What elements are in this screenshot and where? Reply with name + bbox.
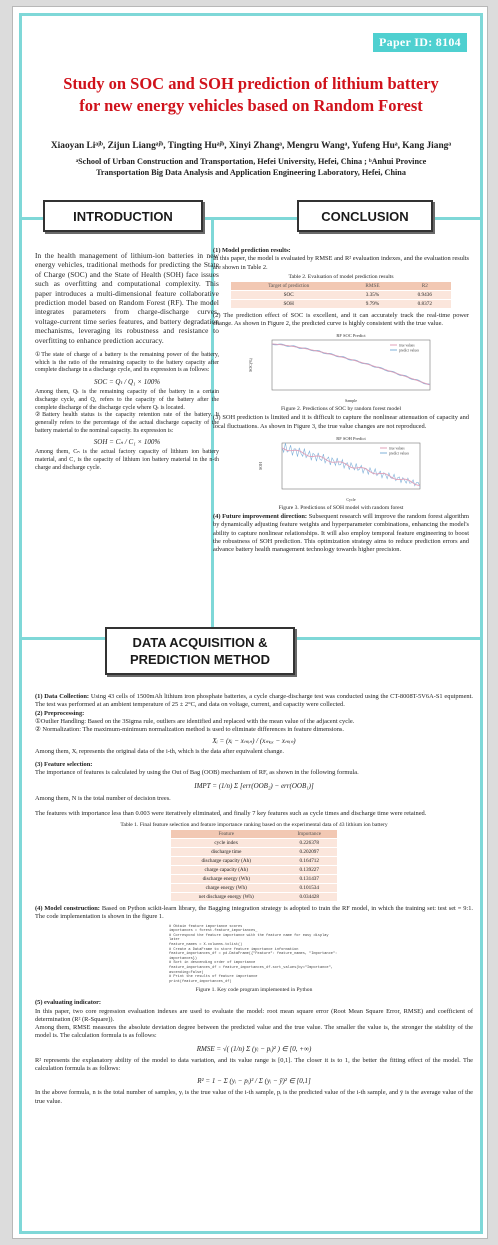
table1-row — [171, 892, 337, 901]
table1-cell: discharge time — [171, 847, 282, 856]
conclusion-heading-label: CONCLUSION — [321, 208, 409, 224]
data-heading-line-2: PREDICTION METHOD — [129, 652, 271, 667]
code-line: # Correspond the feature importance with the feature name for easy display later — [169, 933, 329, 943]
fig2-caption: Figure 2. Predictions of SOC by random forest model — [280, 406, 402, 413]
plot-area — [272, 340, 430, 390]
data-acquisition-section — [35, 693, 473, 1106]
table1-cell: charge capacity (Ah) — [171, 865, 282, 874]
conclusion-item-3: (3) SOH prediction is limited and it is difficult to capture the nonlinear attenuation of capacity and local fluctuations. As shown in Figure 3, the true value changes are not reproduced. — [213, 414, 469, 430]
author-list: Xiaoyan Liᵃʲᵇ, Zijun Liangᵃʲᵇ, Tingting Huᵃʲᵇ, Xinyi Zhangᵃ, Mengru Wangᵃ, Yufeng Huᵃ, Kang Jiangᵃ — [50, 141, 452, 151]
paper-title — [33, 73, 469, 117]
soh-explanation: Among them, Cₙ is the actual factory capacity of lithium ion battery material, and C₁ is the capacity of lithium ion battery material in the n-th charge and discharge cycle. — [35, 449, 219, 471]
y-axis-label: SOC(%) — [248, 358, 253, 373]
legend-predict-label: predict values — [389, 451, 410, 456]
table2-row — [231, 290, 451, 299]
intro-paragraph: In the health management of lithium-ion batteries in new energy vehicles, traditional methods for predicting the State of Charge (SOC) and the State of Health (SOH) face issues such as overfitting and computational complexity. This paper introduces a multi-dimensional feature collaborative prediction model based on Random Forest (RF). The model integrates parameters from charge-discharge curves, voltage-current time series features, and battery degradation mechanisms, leveraging its robustness and resistance to overfitting to enhance prediction accuracy. — [35, 251, 219, 345]
table1-row — [171, 874, 337, 883]
conclusion-item-1-heading: (1) Model prediction results: — [213, 247, 291, 254]
table1-cell: 0.202097 — [282, 847, 338, 856]
fig3-caption: Figure 3. Predictions of SOH model with random forest — [278, 505, 404, 512]
affiliations — [31, 156, 471, 178]
normalization-formula: Xᵢ = (xᵢ − xₘᵢₙ) / (xₘₐₓ − xₘᵢₙ) — [212, 737, 296, 746]
table2-cell: 3.35% — [346, 290, 398, 299]
table1-cell: discharge capacity (Ah) — [171, 856, 282, 865]
code-line: # Sort in descending order of importance — [169, 961, 256, 966]
preprocessing-heading: (2) Preprocessing: — [35, 709, 85, 717]
model-construction-text: Based on Python scikit-learn library, the Bagging integration strategy is adopted to train the RF model, in which the training set: test set = 9:1. The code implementation is shown in the figure 1. — [35, 904, 474, 921]
table2-cell: SOC — [231, 290, 346, 299]
table1-header: Feature — [171, 830, 282, 839]
table2-cell: SOH — [231, 299, 346, 308]
soc-definition: ①The state of charge of a battery is the remaining power of the battery, which is the ratio of the remaining capacity to the battery capacity after complete discharge in a discharge cycle, and its expression is as follows: — [35, 352, 219, 374]
importance-formula: IMPT = (1/n) Σ [err(OOB₂) − err(OOB₁)] — [194, 782, 314, 791]
table1-cell: 0.226378 — [282, 838, 338, 847]
table2-cell: 9.79% — [346, 299, 398, 308]
table1-cell: 0.131437 — [282, 874, 338, 883]
conclusion-item-4 — [213, 513, 469, 554]
conclusion-item-2: (2) The prediction effect of SOC is excellent, and it can accurately track the real-time power change. As shown in Figure 2, the predicted curve is highly consistent with the true value. — [213, 311, 469, 328]
conclusion-item-4-text: Subsequent research will improve the random forest algorithm by dynamically adjusting feature weights and hyperparameter combinations, enhancing the model's ability to capture nonlinear relationships. It will also employ temporal feature engineering to boost the robustness of SOH prediction. This optimization strategy aims to reduce prediction errors and advance battery health management technology towards higher precision. — [213, 513, 469, 554]
title-line-1: Study on SOC and SOH prediction of lithium battery — [63, 74, 439, 93]
affiliation-line-1: ᵃSchool of Urban Construction and Transportation, Hefei University, Hefei, China ; ᵇAnhui Province — [75, 157, 427, 166]
table1-cell: charge energy (Wh) — [171, 883, 282, 892]
table1-row — [171, 865, 337, 874]
soh-prediction-chart — [256, 433, 426, 503]
soh-formula: SOH = Cₙ / C₁ × 100% — [93, 438, 161, 447]
formula-notation: In the above formula, n is the total number of samples, yᵢ is the true value of the i-th sample, pᵢ is the predicted value of the i-th sample, and ȳ is the average value of the true value. — [35, 1089, 473, 1105]
table2-caption: Table 2. Evaluation of model prediction results — [288, 273, 394, 280]
table1-cell: 0.164712 — [282, 856, 338, 865]
table1 — [171, 830, 337, 901]
conclusion-item-4-heading: (4) Future improvement direction: — [213, 513, 308, 521]
conclusion-section — [213, 247, 469, 555]
chart-title: RF SOH Predict — [336, 436, 366, 442]
code-listing — [169, 925, 339, 985]
table1-cell: 0.101534 — [282, 883, 338, 892]
model-construction-heading: (4) Model construction: — [35, 904, 100, 912]
code-line: feature_importances_df = feature_importances_df.sort_values(by="Importance", ascending=False) — [169, 965, 333, 975]
table1-row — [171, 847, 337, 856]
legend-predict-label: predict values — [399, 348, 420, 353]
introduction-section — [35, 251, 219, 473]
x-axis-label: Sample — [345, 398, 357, 404]
table1-cell: 0.034428 — [282, 892, 338, 901]
model-construction — [35, 905, 473, 922]
code-line: feature_importances_df = pd.DataFrame({"Feature": feature_names, "Importance": importances}) — [169, 952, 338, 961]
table2-header: RMSE — [346, 282, 398, 291]
table1-cell: discharge energy (Wh) — [171, 874, 282, 883]
rmse-description: Among them, RMSE measures the absolute deviation degree between the predicted value and the true value. The smaller the value is, the stronger the stability of the model is. The calculation formula is as follows: — [35, 1024, 473, 1040]
soh-definition: ②Battery health status is the capacity retention rate of the battery. It generally refers to the percentage of the actual discharge capacity of the battery material to the nominal capacity. Its expression is: — [35, 412, 219, 434]
table1-row — [171, 883, 337, 892]
data-heading-line-1: DATA ACQUISITION & — [132, 635, 268, 650]
code-line: feature_names = X.columns.tolist() — [169, 942, 243, 947]
legend-true-label: true values — [399, 343, 415, 348]
table2-header: Target of prediction — [231, 282, 346, 291]
table2-cell: 0.9436 — [399, 290, 451, 299]
rmse-formula: RMSE = √( (1/n) Σ (yᵢ − pᵢ)² ) ∈ [0, +∞) — [196, 1044, 312, 1053]
soc-prediction-chart — [246, 330, 436, 404]
trees-note: Among them, N is the total number of decision trees. — [35, 795, 171, 803]
table2-header: R2 — [399, 282, 451, 291]
outlier-handling: ①Outlier Handling: Based on the 3Sigma rule, outliers are identified and replaced with the mean value of the adjacent cycle. — [35, 717, 355, 725]
title-line-2: for new energy vehicles based on Random Forest — [79, 96, 423, 115]
feature-selection-text: The importance of features is calculated by using the Out of Bag (OOB) mechanism of RF, as shown in the following formula. — [35, 769, 359, 777]
soc-formula: SOC = Qₜ / Q₁ × 100% — [93, 378, 161, 387]
x-axis-label: Cycle — [346, 497, 356, 503]
legend-true-label: true values — [389, 446, 405, 451]
evaluating-indicator-heading: (5) evaluating indicator: — [35, 999, 102, 1007]
table1-row — [171, 838, 337, 847]
conclusion-item-1 — [213, 247, 469, 272]
table1-cell: cycle index — [171, 838, 282, 847]
fig1-caption: Figure 1. Key code program implemented in Python — [195, 987, 313, 994]
poster — [12, 6, 488, 1239]
table2-cell: 0.8372 — [399, 299, 451, 308]
table1-cell: 0.139227 — [282, 865, 338, 874]
chart-title: RF SOC Predict — [336, 333, 366, 339]
data-collection — [35, 693, 473, 710]
introduction-heading — [43, 200, 203, 232]
feature-elimination-text: The features with importance less than 0.003 were iteratively eliminated, and finally 7 key features such as cycle times and discharge time were retained. — [35, 809, 427, 817]
normalization: ② Normalization: The maximum-minimum normalization method is used to eliminate differences in feature dimensions. — [35, 726, 344, 734]
y-axis-label: SOH — [258, 462, 263, 471]
table1-header: Importance — [282, 830, 338, 839]
table2 — [231, 282, 451, 308]
paper-id-badge: Paper ID: 8104 — [373, 33, 467, 52]
code-line: print(feature_importances_df) — [169, 979, 232, 984]
code-line: # Print the results of feature importance — [169, 975, 258, 980]
conclusion-heading — [297, 200, 433, 232]
table1-caption: Table 1. Final feature selection and feature importance ranking based on the experimental data of 43 lithium ion battery — [120, 821, 388, 828]
r2-description: R² represents the explanatory ability of the model to data variation, and its value range is [0,1]. The closer it is to 1, the better the fitting effect of the model. The calculation formula is as follows: — [35, 1056, 473, 1073]
evaluating-indicator-text: In this paper, two core regression evaluation indexes are used to evaluate the model: root mean square error (Root Mean Square Error, RMSE) and coefficient of determination (R² (R-Square)). — [35, 1007, 473, 1023]
soc-explanation: Among them, Qₜ is the remaining capacity of the battery in a certain discharge cycle, and Q₁ refers to the capacity of the battery after the complete discharge of the discharge cycle where Qₜ is located. — [35, 389, 219, 411]
table1-row — [171, 856, 337, 865]
affiliation-line-2: Transportation Big Data Analysis and Application Engineering Laboratory, Hefei, China — [96, 168, 406, 177]
code-line: # Create a DataFrame to store feature importance information — [169, 947, 299, 952]
r2-formula: R² = 1 − Σ (yᵢ − pᵢ)² / Σ (yᵢ − ȳ)² ∈ [0,1] — [197, 1077, 311, 1086]
conclusion-item-1-text: In this paper, the model is evaluated by RMSE and R² evaluation indexes, and the evaluation results are shown in Table 2. — [213, 255, 469, 271]
code-line: importances = forest.feature_importances_ — [169, 929, 258, 934]
code-line: # Obtain feature importance scores — [169, 924, 243, 929]
table2-row — [231, 299, 451, 308]
data-acquisition-heading — [105, 627, 295, 675]
feature-selection-heading: (3) Feature selection: — [35, 760, 93, 768]
normalization-note: Among them, Xᵢ represents the original data of the i-th, which is the data after equivalent change. — [35, 748, 284, 756]
table1-cell: net discharge energy (Wh) — [171, 892, 282, 901]
data-collection-text: Using 43 cells of 1500mAh lithium iron phosphate batteries, a cycle charge-discharge test was conducted using the CT-8008T-5V6A-S1 equipment. The test was performed at an ambient temperature of 25 ± 2°C, and data on voltage, current, and capacity were collected. — [35, 693, 473, 709]
introduction-heading-label: INTRODUCTION — [73, 208, 173, 224]
data-collection-heading: (1) Data Collection: — [35, 693, 90, 700]
